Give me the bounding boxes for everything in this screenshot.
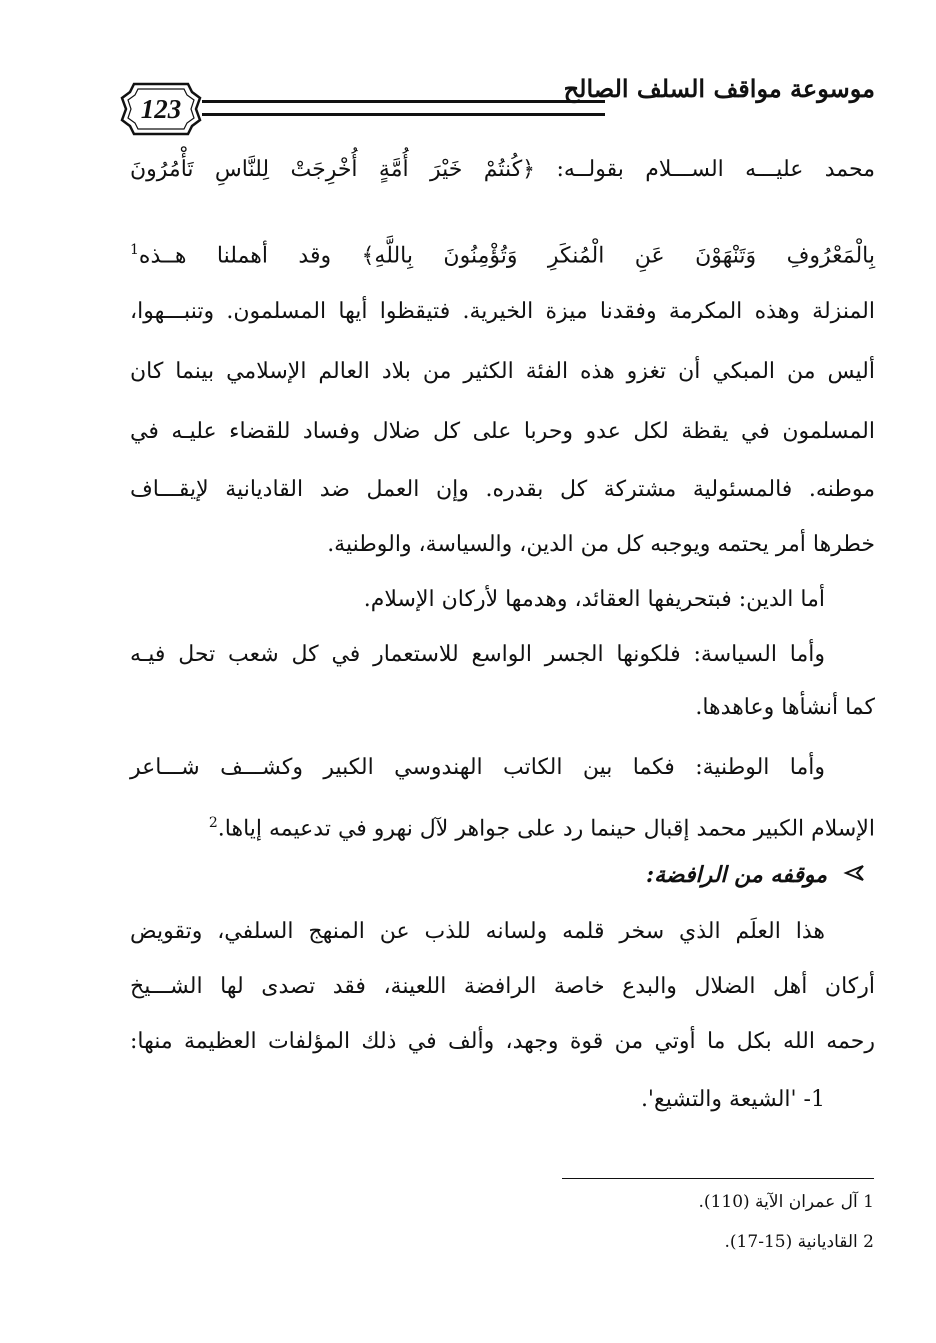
paragraph-rafida-cont: رحمه الله بكل ما أوتي من قوة وجهد، وألف في ذلك المؤلفات العظيمة منها: [130,1029,875,1054]
section-heading [130,855,875,895]
paragraph-politics-cont: كما أنشأها وعاهدها. [695,695,875,720]
text-line: خطرها أمر يحتمه ويوجبه كل من الدين، والسياسة، والوطنية. [327,532,875,557]
footnote [725,1232,875,1252]
paragraph-politics: وأما السياسة: فلكونها الجسر الواسع للاستعمار في كل شعب تحل فيـه [130,642,825,667]
footnote-text: آل عمران الآية (110). [698,1192,858,1212]
verse-line: بِالْمَعْرُوفِ وَتَنْهَوْنَ عَنِ الْمُنكَرِ وَتُؤْمِنُونَ بِاللَّهِ﴾ وقد أهملنا هــذه [138,243,875,269]
footnote [699,1192,874,1212]
heading-text: موقفه من الرافضة: [645,862,827,888]
text-line: المنزلة وهذه المكرمة وفقدنا ميزة الخيرية. فتيقظوا أيها المسلمون. وتنبـــهوا، [130,299,875,324]
book-title: موسوعة مواقف السلف الصالح [563,74,875,103]
text-line [130,230,875,270]
text-line: محمد عليـــه الســـلام بقولــه: ﴿كُنتُمْ خَيْرَ أُمَّةٍ أُخْرِجَتْ لِلنَّاسِ تَأْمُرُونَ [130,157,875,182]
list-item: 1- 'الشيعة والتشيع'. [640,1087,825,1112]
text-line: موطنه. فالمسئولية مشتركة كل بقدره. وإن العمل ضد القاديانية لإيقـــاف [130,477,875,502]
footnote-number: 1 [863,1192,874,1212]
arrow-left-icon [843,855,865,895]
footnote-text: القاديانية (15-17). [724,1232,858,1252]
paragraph-patriotism: وأما الوطنية: فكما بين الكاتب الهندوسي الكبير وكشـــف شـــاعر [130,755,825,780]
paragraph-religion: أما الدين: فبتحريفها العقائد، وهدمها لأركان الإسلام. [363,587,825,612]
paragraph-rafida: هذا العلَم الذي سخر قلمه ولسانه للذب عن المنهج السلفي، وتقويض [130,919,825,944]
patriotism-text: الإسلام الكبير محمد إقبال حينما رد على جواهر لآل نهرو في تدعيمه إياها. [217,816,875,842]
footnote-marker: 2 [208,815,218,831]
footnote-divider [562,1178,874,1179]
text-line: أليس من المبكي أن تغزو هذه الفئة الكثير من بلاد العالم الإسلامي بينما كان [130,359,875,384]
page-number: 123 [140,94,182,124]
paragraph-rafida-cont: أركان أهل الضلال والبدع خاصة الرافضة اللعينة، فقد تصدى لها الشـــيخ [130,974,875,999]
footnote-number: 2 [863,1232,874,1252]
footnote-marker: 1 [130,242,139,258]
paragraph-patriotism-cont [130,803,875,843]
text-line: المسلمون في يقظة لكل عدو وحربا على كل ضلال وفساد للقضاء عليـه في [130,419,875,444]
main-text [130,0,875,1343]
